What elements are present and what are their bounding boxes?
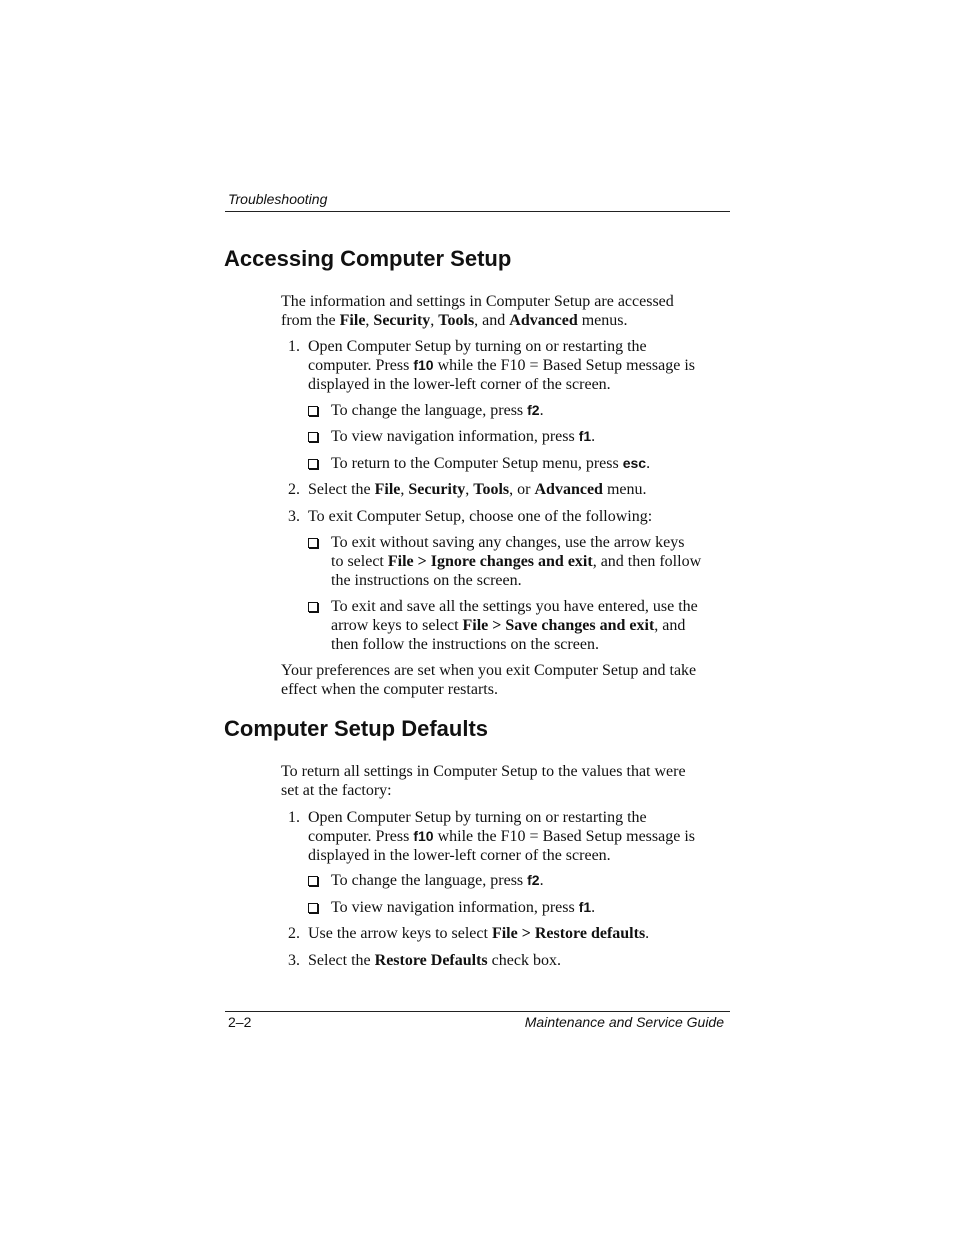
menu-command: File > Restore defaults [491,925,646,942]
step-number: 2. [288,481,300,498]
s2-step-2: 2. Use the arrow keys to select File > Restore defaults. [288,925,650,942]
key-f10: f10 [413,828,434,844]
s1-bullet-return: To return to the Computer Setup menu, press esc. [331,454,733,473]
key-f2: f2 [527,872,540,888]
menu-security: Security [373,312,431,329]
footer-rule [225,1011,730,1012]
menu-file: File [339,312,366,329]
section2-intro: To return all settings in Computer Setup to the values that were set at the factory: [281,763,686,799]
running-header: Troubleshooting [228,191,328,207]
guide-title: Maintenance and Service Guide [524,1014,724,1030]
checkbox-bullet-icon [308,432,318,442]
key-esc: esc [622,455,647,471]
s1-bullet-exit-save: To exit and save all the settings you have entered, use the arrow keys to select File > Save changes and exit, and then follow the instructions on the screen. [331,597,733,654]
section-title-defaults: Computer Setup Defaults [224,716,489,741]
menu-command: File > Save changes and exit [462,617,655,634]
page-number: 2–2 [228,1014,252,1030]
checkbox-bullet-icon [308,602,318,612]
menu-tools: Tools [438,312,475,329]
menu-advanced: Advanced [509,312,578,329]
s1-step-1: 1. Open Computer Setup by turning on or restarting the computer. Press f10 while the F10 = Based Setup message is displayed in the lower-left corner of the screen. [288,338,695,393]
step-number: 3. [288,508,300,525]
step-number: 2. [288,925,300,942]
checkbox-bullet-icon [308,876,318,886]
s2-step-3: 3. Select the Restore Defaults check box. [288,952,561,969]
s1-step-3: 3. To exit Computer Setup, choose one of the following: [288,508,653,525]
step-number: 1. [288,809,300,826]
s2-step-1: 1. Open Computer Setup by turning on or restarting the computer. Press f10 while the F10 = Based Setup message is displayed in the lower-left corner of the screen. [288,809,695,864]
s1-bullet-language: To change the language, press f2. [331,401,733,420]
header-rule [225,211,730,212]
s1-bullet-exit-nosave: To exit without saving any changes, use the arrow keys to select File > Ignore changes and exit, and then follow the instructions on the screen. [331,533,733,590]
key-f10: f10 [413,357,434,373]
key-f1: f1 [578,428,592,444]
key-f2: f2 [527,402,540,418]
checkbox-bullet-icon [308,538,318,548]
key-f1: f1 [578,899,592,915]
s2-bullet-language: To change the language, press f2. [331,871,733,890]
checkbox-bullet-icon [308,459,318,469]
s1-bullet-navigation: To view navigation information, press f1. [331,427,733,446]
step-number: 3. [288,952,300,969]
menu-command: File > Ignore changes and exit [387,553,593,570]
s2-bullet-navigation: To view navigation information, press f1. [331,898,733,917]
checkbox-bullet-icon [308,406,318,416]
section1-closing: Your preferences are set when you exit Computer Setup and take effect when the computer restarts. [281,662,697,698]
s1-step-2: 2. Select the File, Security, Tools, or Advanced menu. [288,481,647,498]
checkbox-name: Restore Defaults [374,952,488,969]
section-title-accessing: Accessing Computer Setup [224,246,512,271]
section1-intro: The information and settings in Computer Setup are accessed from the File, Security, Tools, and Advanced menus. [281,293,674,329]
step-number: 1. [288,338,300,355]
checkbox-bullet-icon [308,903,318,913]
